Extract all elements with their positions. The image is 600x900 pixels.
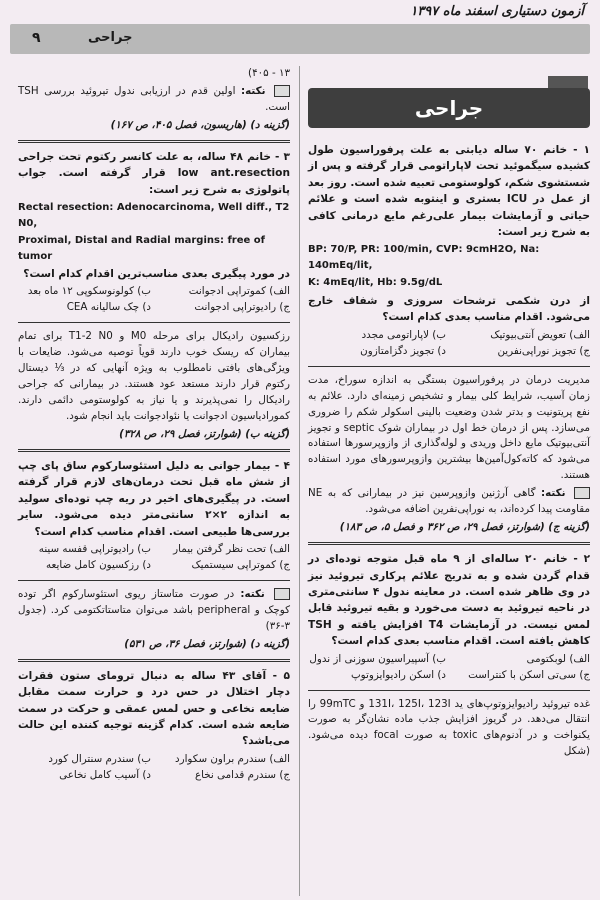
q5-option-d: د) آسیب کامل نخاعی xyxy=(59,768,151,781)
q1-answer-ref: (گزینه ج) (شوارتز، فصل ۲۹، ص ۳۶۲ و فصل ۵، ص ۱۸۳) xyxy=(339,521,590,534)
q4-note: در صورت متاستاز ریوی استئوسارکوم اگر توده کوچک و peripheral باشد می‌توان متاستاتکتومی کرد. (جدول ۳-۳۶) xyxy=(18,587,290,632)
q4-option-a: الف) تحت نظر گرفتن بیمار xyxy=(173,543,290,556)
separator xyxy=(308,366,590,367)
q4-stem: ۴ - بیمار جوانی به دلیل استئوسارکوم ساق پای چپ از شش ماه قبل تحت درمان‌های لازم قرار گرفته است. در پیگیری‌های اخیر در ریه چپ توده‌ای سولید به اندازه ۲×۲ سانتی‌متر دیده می‌شود. سایر بررسی‌ها طبیعی است. اقدام مناسب کدام است؟ xyxy=(18,460,290,538)
top-ref-range: ۱۳ - ۴۰۵) xyxy=(248,67,290,79)
q4-options xyxy=(18,542,290,574)
page-header xyxy=(10,24,590,54)
q3-pathology-1: Rectal resection: Adenocarcinoma, Well diff., T2 N0, xyxy=(18,202,290,229)
separator xyxy=(18,140,290,143)
left-column xyxy=(18,66,290,896)
q1-note: گاهی آرژنین وازوپرسین نیز در بیمارانی که به NE مقاومت پیدا کرده‌اند، به نوراپی‌نفرین اضافه می‌شود. xyxy=(308,487,590,516)
column-divider xyxy=(299,66,300,896)
q5-stem: ۵ - آقای ۴۳ ساله به دنبال ترومای ستون فقرات دچار اختلال در حس درد و حرارت سمت مقابل ضایعه نخاعی و حس لمس عمقی و حرکت در سمت ضایعه شده است. کدام گزینه توجیه کننده این حالت می‌باشد؟ xyxy=(18,669,291,748)
q5-option-b: ب) سندرم سنترال کورد xyxy=(48,752,151,765)
q1-option-b: ب) لاپاراتومی مجدد xyxy=(361,328,446,341)
q1-option-d: د) تجویز دگزامتازون xyxy=(360,344,446,357)
right-column xyxy=(308,66,590,896)
separator xyxy=(18,659,290,662)
q2-options xyxy=(308,652,590,684)
q3-option-c: ج) رادیوتراپی ادجوانت xyxy=(194,301,290,314)
q2-option-c: ج) سی‌تی اسکن با کنتراست xyxy=(468,668,590,681)
q1-explanation: مدیریت درمان در پرفوراسیون بستگی به اندازه سوراخ، مدت زمان آسیب، شرایط کلی بیمار و تشخیص زمینه‌ای دارد. علائم به نفع پریتونیت و بدتر شدن وضعیت بالینی اسکولر شکم را ضروری می‌سازد. پس از درمان خط اول در بیماران شوک septic و تجویز آنتی‌بیوتیک مایع داخل وریدی و لوله‌گذاری از وازوپرسورها استفاده می‌شود که کاته‌کول‌آمین‌ها بیشترین وازوپرسورهای مورد استفاده هستند. xyxy=(308,373,590,482)
q3-option-b: ب) کولونوسکوپی ۱۲ ماه بعد xyxy=(27,285,151,298)
q1-note-label: نکته: xyxy=(541,487,566,500)
separator xyxy=(18,580,290,581)
top-note-label: نکته: xyxy=(241,84,266,97)
q3-option-d: د) چک سالیانه CEA xyxy=(66,301,151,314)
q2-option-d: د) اسکن رادیوایزوتوپ xyxy=(350,668,446,681)
q1-vitals-2: K: 4mEq/lit, Hb: 9.5g/dL xyxy=(308,277,443,289)
top-answer-ref: (گزینه د) (هاریسون، فصل ۴۰۵، ص ۱۶۷) xyxy=(110,118,290,131)
q3-tail: در مورد پیگیری بعدی مناسب‌ترین اقدام کدام است؟ xyxy=(23,268,290,281)
q3-answer-ref: (گزینه ب) (شوارتز، فصل ۲۹، ص ۳۲۸) xyxy=(119,428,290,441)
q1-vitals-1: BP: 70/P, PR: 100/min, CVP: 9cmH2O, Na: 140mEq/lit, xyxy=(308,244,540,271)
q1-options xyxy=(308,328,590,360)
q5-option-a: الف) سندرم براون سکوارد xyxy=(175,752,290,765)
q3-stem: ۳ - خانم ۴۸ ساله، به علت کانسر رکتوم تحت جراحی low ant.resection قرار گرفته است. جواب پاتولوژی به شرح زیر است: xyxy=(18,150,290,196)
q4-note-label: نکته: xyxy=(240,587,265,600)
q3-pathology-2: Proximal, Distal and Radial margins: free of tumor xyxy=(18,235,265,262)
q4-option-b: ب) رادیوتراپی قفسه سینه xyxy=(38,543,151,556)
separator xyxy=(308,542,590,545)
q3-options xyxy=(18,284,290,316)
q3-option-a: الف) کموتراپی ادجوانت xyxy=(188,285,290,298)
exam-title: آزمون دستیاری اسفند ماه ۱۳۹۷ xyxy=(410,4,584,19)
q2-option-b: ب) آسپیراسیون سوزنی از ندول xyxy=(309,652,446,665)
section-banner-box xyxy=(308,66,590,136)
q5-option-c: ج) سندرم قدامی نخاع xyxy=(194,768,290,781)
q4-option-d: د) رزکسیون کامل ضایعه xyxy=(45,559,151,571)
separator xyxy=(18,449,290,452)
q1-option-a: الف) تعویض آنتی‌بیوتیک xyxy=(490,328,590,341)
q3-explanation: رزکسیون رادیکال برای مرحله M0 و T1-2 N0 برای تمام بیماران که ریسک خوب دارند قویاً توصیه می‌شود. ضایعات با ویژگی‌های بافتی نامطلوب به ویژه آنهایی که در ⅓ دیستال رکتوم قرار دارند مستعد عود هستند. در بیمارانی که جراحی رادیکال را نمی‌پذیرند و یا نیاز به کولوستومی دائمی دارند. کمورادیاسیون ادجوانت یا نئوادجوانت باید انجام شود. xyxy=(18,330,290,423)
header-section: جراحی xyxy=(88,30,133,45)
q1-tail: از درن شکمی ترشحات سروزی و شفاف خارج می‌شود. اقدام مناسب بعدی کدام است؟ xyxy=(308,294,590,324)
q4-option-c: ج) کموتراپی سیستمیک xyxy=(191,559,290,571)
q2-option-a: الف) لوبکتومی xyxy=(526,652,590,665)
q1-option-c: ج) تجویز نوراپی‌نفرین xyxy=(497,344,590,357)
q2-stem: ۲ - خانم ۲۰ ساله‌ای از ۹ ماه قبل متوجه توده‌ای در قدام گردن شده و به تدریج علائم پرکاری تیروئید نیز در وی ظاهر شده است. در معاینه ندول ۴ سانتی‌متری در ناحیه تیروئید به دست می‌خورد و بقیه تیروئید قابل لمس نیست. در آزمایشات T4 افزایش یافته و TSH کاهش یافته است. اقدام مناسب بعدی کدام است؟ xyxy=(308,553,591,648)
separator xyxy=(18,322,290,323)
separator xyxy=(308,690,590,691)
note-icon xyxy=(274,85,290,97)
q2-explanation: غده تیروئید رادیوایزوتوپ‌های ید 131I، 125I، 123I و 99mTC را انتقال می‌دهد. در گریوز افزایش جذب ماده نشان‌گر به صورت یکنواخت و در آدنوم‌های toxic به صورت focal دیده می‌شود. (شکل xyxy=(308,697,591,758)
note-icon xyxy=(574,487,590,499)
top-note: اولین قدم در ارزیابی ندول تیروئید بررسی TSH است. xyxy=(18,84,290,113)
q4-answer-ref: (گزینه د) (شوارتز، فصل ۳۶، ص ۵۳۱) xyxy=(124,637,290,650)
q1-stem: ۱ - خانم ۷۰ ساله دیابتی به علت پرفوراسیون طول کشیده سیگموئید تحت لاپاراتومی قرار گرفته و پس از شستشوی شکم، کولوستومی تعبیه شده است. روز بعد از عمل در ICU بستری و اینتوبه شده است و علائم حیاتی و آزمایشات بیمار علی‌رغم مایع درمانی کافی به شرح زیر است: xyxy=(308,144,591,239)
note-icon xyxy=(274,588,290,600)
page-number: ۹ xyxy=(32,30,41,46)
section-banner: جراحی xyxy=(308,88,590,128)
q5-options xyxy=(18,752,290,784)
